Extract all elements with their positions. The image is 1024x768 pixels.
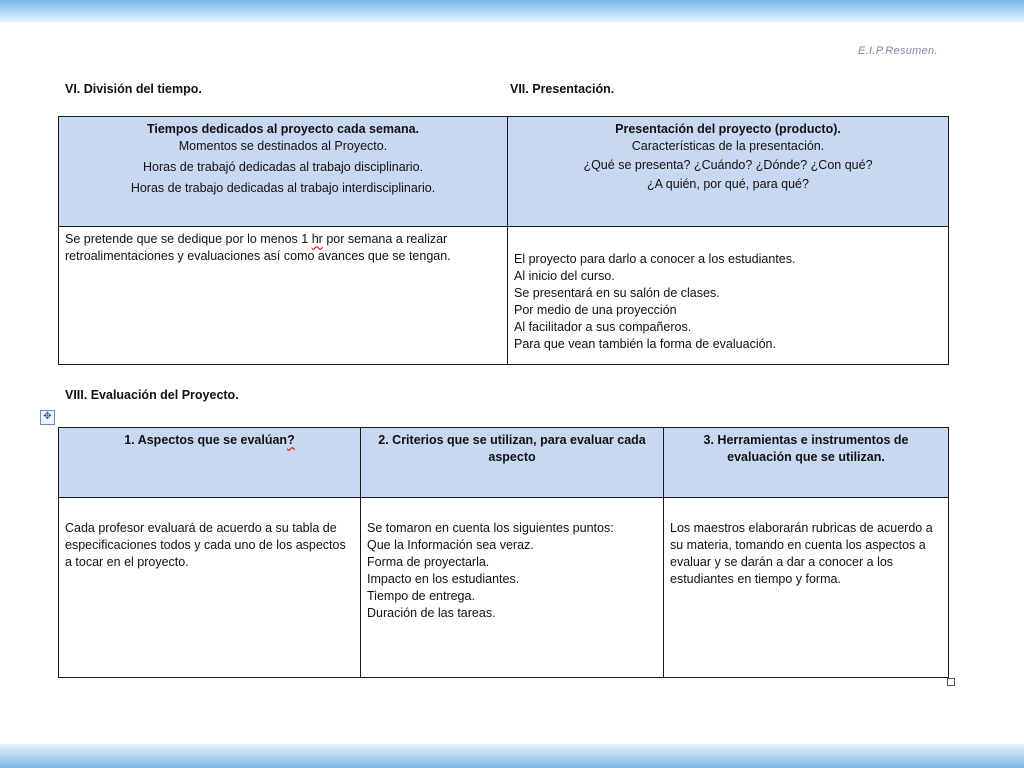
presentation-header-line: Características de la presentación. xyxy=(631,139,825,153)
presentation-body-line: Se presentará en su salón de clases. xyxy=(514,286,720,300)
evaluation-header-criteria: 2. Criterios que se utilizan, para evaluar cada aspecto xyxy=(361,428,664,498)
presentation-body-line: Al facilitador a sus compañeros. xyxy=(514,320,692,334)
presentation-body-cell xyxy=(508,227,949,365)
time-body-text-part: Se pretende que se dedique por lo menos 1 xyxy=(65,232,312,246)
section-viii-title: VIII. Evaluación del Proyecto. xyxy=(65,388,239,402)
time-presentation-table xyxy=(58,116,949,365)
presentation-header-title: Presentación del proyecto (producto). xyxy=(615,122,841,136)
time-body-text xyxy=(65,232,451,263)
aspects-body-cell: Cada profesor evaluará de acuerdo a su tabla de especificaciones todos y cada uno de los aspectos a tocar en el proyecto. xyxy=(59,498,361,678)
presentation-body-line: El proyecto para darlo a conocer a los estudiantes. xyxy=(514,252,796,266)
evaluation-table xyxy=(58,427,949,678)
criteria-line: Que la Información sea veraz. xyxy=(367,538,534,552)
bottom-gradient-band xyxy=(0,744,1024,768)
evaluation-header-aspects-text: 1. Aspectos que se evalúan xyxy=(124,433,288,447)
criteria-body-cell xyxy=(361,498,664,678)
criteria-line: Forma de proyectarla. xyxy=(367,555,490,569)
time-header-line: Horas de trabajo dedicadas al trabajo interdisciplinario. xyxy=(130,181,436,195)
presentation-body-line: Al inicio del curso. xyxy=(514,269,615,283)
top-gradient-band xyxy=(0,0,1024,22)
presentation-header-cell xyxy=(508,117,949,227)
criteria-line: Impacto en los estudiantes. xyxy=(367,572,520,586)
time-header-title: Tiempos dedicados al proyecto cada semana. xyxy=(146,122,420,136)
criteria-line: Tiempo de entrega. xyxy=(367,589,475,603)
time-header-line: Momentos se destinados al Proyecto. xyxy=(178,139,388,153)
criteria-line: Se tomaron en cuenta los siguientes puntos: xyxy=(367,521,614,535)
evaluation-header-aspects xyxy=(59,428,361,498)
time-body-text-part: por semana a realizar retroalimentaciones y evaluaciones así como avances que se tengan. xyxy=(65,232,451,263)
presentation-header-line: ¿Qué se presenta? ¿Cuándo? ¿Dónde? ¿Con qué? xyxy=(583,158,873,172)
section-vii-title: VII. Presentación. xyxy=(510,82,615,96)
presentation-body-line: Por medio de una proyección xyxy=(514,303,677,317)
time-header-line: Horas de trabajó dedicadas al trabajo disciplinario. xyxy=(142,160,424,174)
evaluation-header-tools: 3. Herramientas e instrumentos de evaluación que se utilizan. xyxy=(664,428,949,498)
header-tag: E.I.P.Resumen. xyxy=(858,45,938,57)
time-header-cell xyxy=(59,117,508,227)
resize-handle-icon[interactable] xyxy=(947,678,955,686)
spellcheck-flagged-word: hr xyxy=(311,232,323,246)
section-vi-title: VI. División del tiempo. xyxy=(65,82,202,96)
presentation-header-line: ¿A quién, por qué, para qué? xyxy=(647,177,809,191)
time-body-cell xyxy=(59,227,508,365)
tools-body-cell: Los maestros elaborarán rubricas de acuerdo a su materia, tomando en cuenta los aspectos a evaluar y se darán a dar a conocer a los estudiantes en tiempo y forma. xyxy=(664,498,949,678)
move-icon[interactable]: ✥ xyxy=(40,410,55,425)
spellcheck-flagged-mark: ? xyxy=(287,433,295,447)
presentation-body-line: Para que vean también la forma de evaluación. xyxy=(514,337,776,351)
criteria-line: Duración de las tareas. xyxy=(367,606,496,620)
